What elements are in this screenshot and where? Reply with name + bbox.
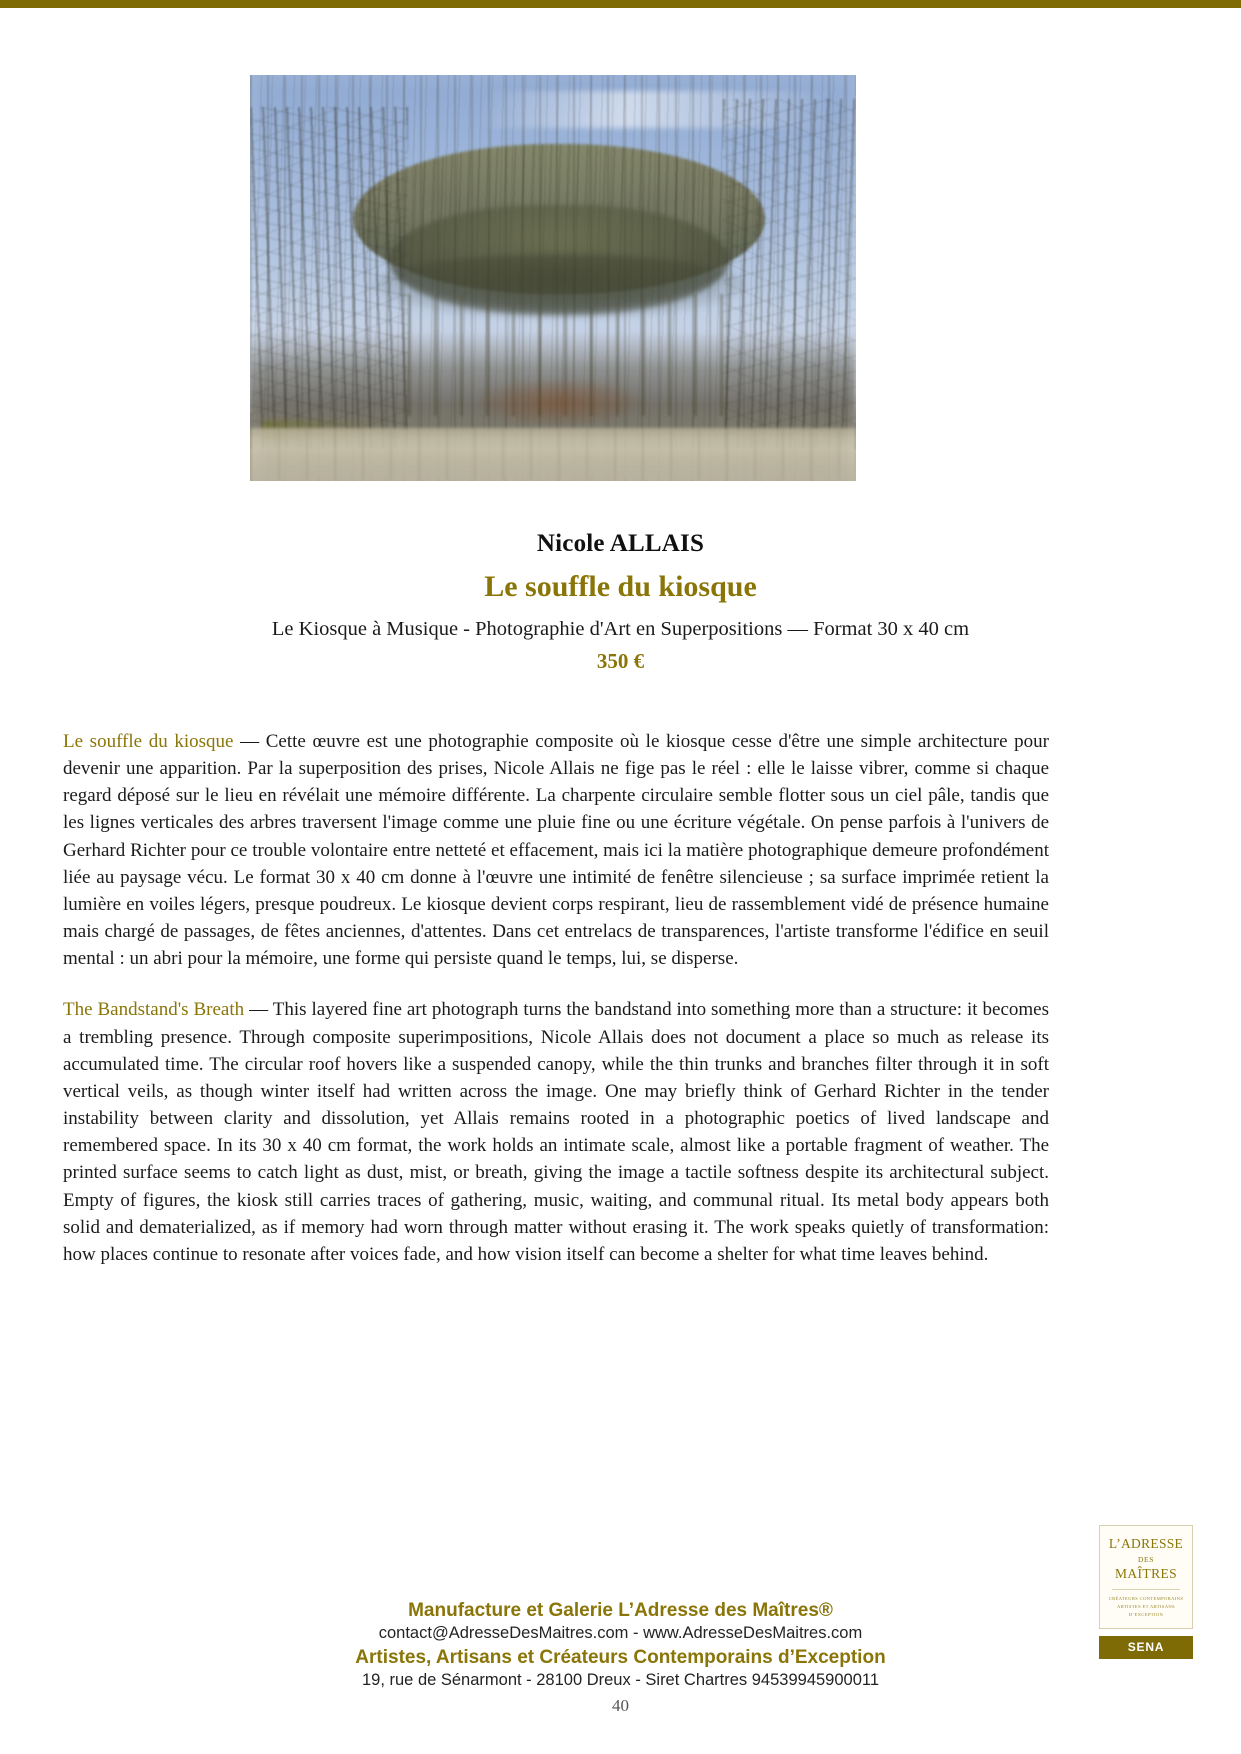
paragraph-french (63, 728, 1049, 972)
footer-company-name: Manufacture et Galerie L’Adresse des Maîtres® (408, 1599, 833, 1621)
paragraph-english-lead-in: The Bandstand's Breath (63, 999, 245, 1021)
artwork-frame (250, 75, 856, 481)
page-footer (0, 1598, 1241, 1718)
logo-line-maitres: MAÎTRES (1114, 1565, 1178, 1581)
work-title: Le souffle du kiosque (484, 570, 757, 603)
paragraph-english-text: — This layered fine art photograph turns the bandstand into something more than a structure: it becomes a trembling presence. Through composite superimpositions, Nicole Allais does not document a place so much as release its accumulated time. The circular roof hovers like a suspended canopy, while the thin trunks and branches filter through it in soft vertical veils, as though winter itself had written across the image. One may briefly think of Gerhard Richter in the tender instability between clarity and dissolution, yet Allais remains rooted in a photographic poetics of lived landscape and remembered space. In its 30 x 40 cm format, the work holds an intimate scale, almost like a portable fragment of weather. The printed surface seems to catch light as dust, mist, or breath, giving the image a tactile softness despite its architectural subject. Empty of figures, the kiosk still carries traces of gathering, music, waiting, and communal ritual. Its metal body appears both solid and dematerialized, as if memory had worn through matter without erasing it. The work speaks quietly of transformation: how places continue to resonate after voices fade, and how vision itself can become a shelter for what time leaves behind. (63, 999, 1049, 1265)
logo-tagline-1: CRÉATEURS CONTEMPORAINS (1108, 1595, 1184, 1601)
artist-name: Nicole ALLAIS (536, 530, 705, 557)
footer-contact[interactable]: contact@AdresseDesMaitres.com - www.AdresseDesMaitres.com (378, 1624, 863, 1643)
paragraph-french-text: — Cette œuvre est une photographie composite où le kiosque cesse d'être une simple architecture pour devenir une apparition. Par la superposition des prises, Nicole Allais ne fige pas le réel : elle le laisse vibrer, comme si chaque regard déposé sur le lieu en révélait une mémoire différente. La charpente circulaire semble flotter sous un ciel pâle, tandis que les lignes verticales des arbres traversent l'image comme une pluie fine ou une écriture végétale. On pense parfois à l'univers de Gerhard Richter pour ce trouble volontaire entre netteté et effacement, mais ici la matière photographique demeure profondément liée au paysage vécu. Le format 30 x 40 cm donne à l'œuvre une intimité de fenêtre silencieuse ; sa surface imprimée retient la lumière en voiles légers, presque poudreux. Le kiosque devient corps respirant, lieu de rassemblement vidé de présence humaine mais chargé de passages, de fêtes anciennes, d'attentes. Dans cet entrelacs de transparences, l'artiste transforme l'édifice en seuil mental : un abri pour la mémoire, une forme qui persiste quand le temps, lui, se disperse. (63, 731, 1050, 970)
logo-line-des: DES (1138, 1554, 1154, 1564)
paragraph-english (63, 996, 1049, 1268)
title-block (0, 530, 1241, 674)
artwork-photograph (250, 75, 856, 481)
paragraph-french-lead-in: Le souffle du kiosque (63, 731, 234, 752)
work-subtitle: Le Kiosque à Musique - Photographie d'Art en Superpositions — Format 30 x 40 cm (271, 618, 970, 640)
description-body (63, 728, 1049, 1268)
sena-badge: SENA (1099, 1636, 1193, 1659)
logo-divider (1112, 1589, 1180, 1590)
logo-line-adresse: L’ADRESSE (1108, 1536, 1184, 1552)
logo-tagline-3: D’EXCEPTION (1128, 1611, 1164, 1617)
work-price: 350 € (596, 649, 645, 673)
page-number: 40 (612, 1696, 629, 1716)
photo-soft-overlay (250, 75, 856, 481)
footer-tagline: Artistes, Artisans et Créateurs Contemporains d’Exception (355, 1647, 886, 1669)
top-accent-bar (0, 0, 1241, 8)
footer-address: 19, rue de Sénarmont - 28100 Dreux - Siret Chartres 94539945900011 (361, 1671, 880, 1690)
logo-tagline-2: ARTISTES ET ARTISANS (1117, 1603, 1175, 1609)
